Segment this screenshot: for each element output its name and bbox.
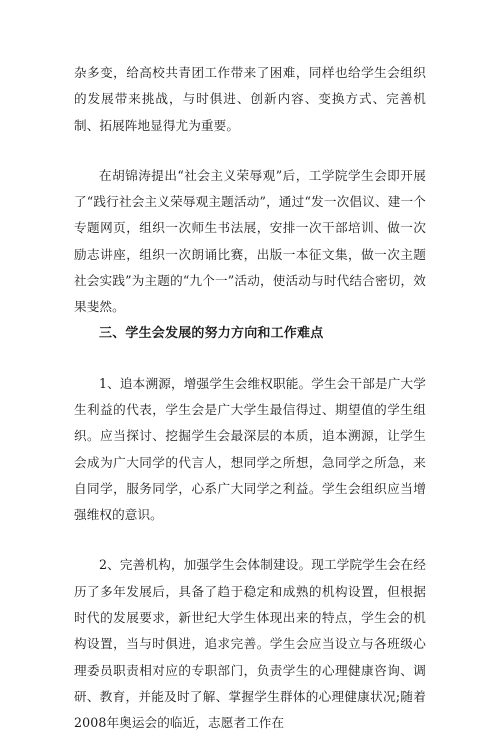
paragraph-continued: 杂多变，给高校共青团工作带来了困难，同样也给学生会组织的发展带来挑战，与时俱进、创新内容、变换方式、完善机制、拓展阵地显得尤为重要。 (74, 65, 426, 133)
document-body (74, 60, 426, 737)
section-heading: 三、学生会发展的努力方向和工作难点 (99, 325, 324, 341)
paragraph-activity: 在胡锦涛提出“社会主义荣辱观”后，工学院学生会即开展了“践行社会主义荣辱观主题活动”，通过“发一次倡议、建一个专题网页，组织一次师生书法展，安排一次干部培训、做一次励志讲座，组织一次朗诵比赛，出版一本征文集，做一次主题社会实践”为主题的“九个一”活动，使活动与时代结合密切，效果斐然。 (74, 167, 426, 315)
paragraph-point-2: 2、完善机构，加强学生会体制建设。现工学院学生会在经历了多年发展后，具备了趋于稳定和成熟的机构设置，但根据时代的发展要求，新世纪大学生体现出来的特点，学生会的机构设置，当与时俱进，追求完善。学生会应当设立与各班级心理委员职责相对应的专职部门，负责学生的心理健康咨询、调研、教育，并能及时了解、掌握学生群体的心理健康状况;随着2008年奥运会的临近，志愿者工作在 (74, 557, 426, 731)
paragraph-point-1: 1、追本溯源，增强学生会维权职能。学生会干部是广大学生利益的代表，学生会是广大学生最信得过、期望值的学生组织。应当探讨、挖掘学生会最深层的本质，追本溯源，让学生会成为广大同学的代言人，想同学之所想，急同学之所急，来自同学，服务同学，心系广大同学之利益。学生会组织应当增强维权的意识。 (74, 375, 426, 523)
